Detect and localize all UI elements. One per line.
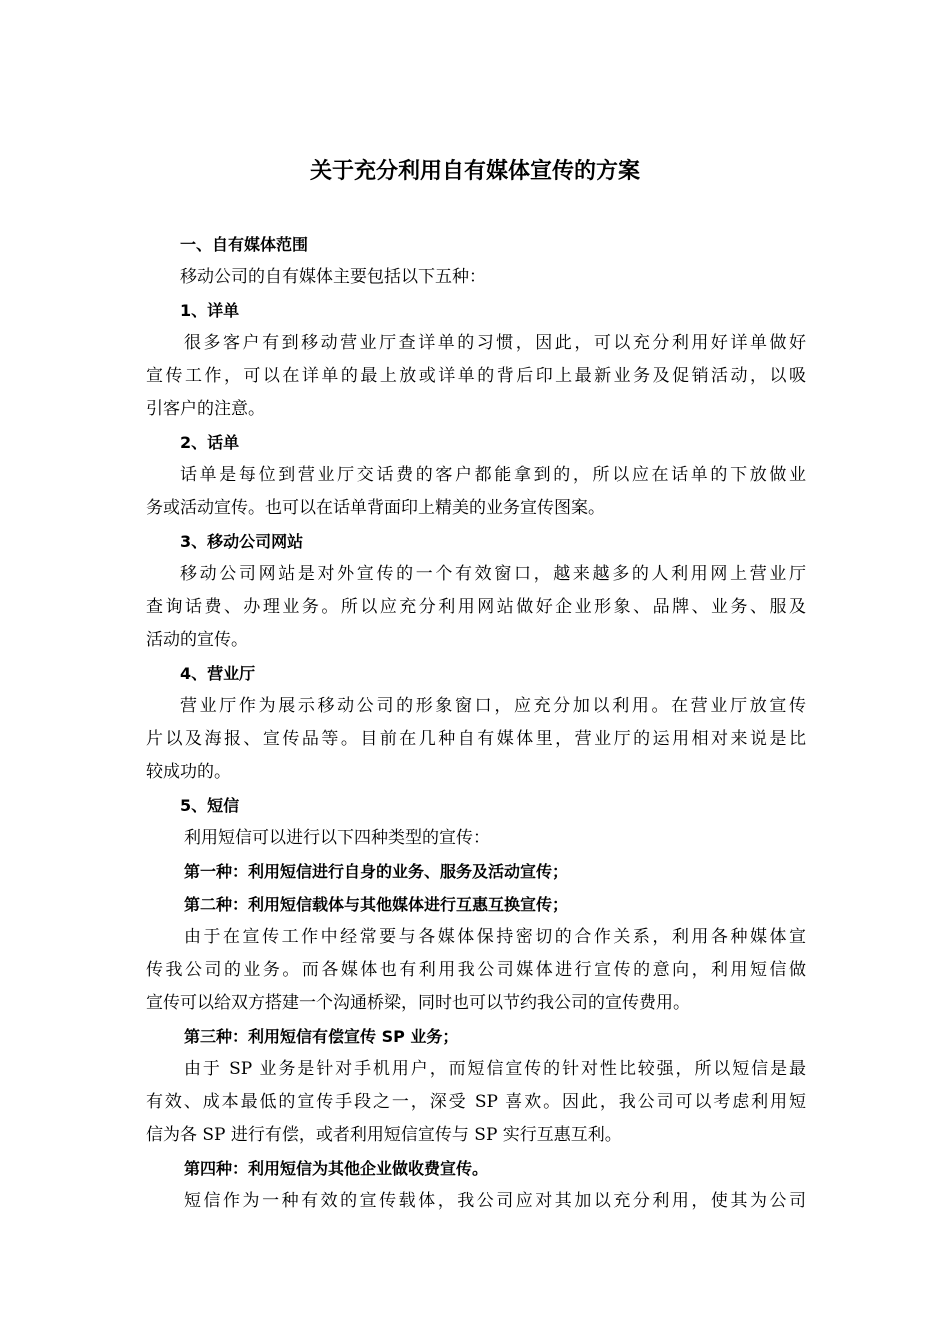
item-heading: 4、营业厅 <box>180 664 256 683</box>
paragraph-line: 有效、成本最低的宣传手段之一，深受 SP 喜欢。因此，我公司可以考虑利用短 <box>146 1092 806 1112</box>
paragraph-line: 宣传工作，可以在详单的最上放或详单的背后印上最新业务及促销活动，以吸 <box>146 366 806 386</box>
item-heading: 5、短信 <box>180 796 240 815</box>
paragraph-line: 利用短信可以进行以下四种类型的宣传： <box>184 828 490 848</box>
paragraph-line: 由于 SP 业务是针对手机用户，而短信宣传的针对性比较强，所以短信是最 <box>184 1059 806 1079</box>
type-heading: 第一种：利用短信进行自身的业务、服务及活动宣传； <box>184 862 569 881</box>
paragraph-line: 移动公司网站是对外宣传的一个有效窗口，越来越多的人利用网上营业厅 <box>180 564 806 584</box>
section-heading: 一、自有媒体范围 <box>180 235 309 254</box>
item-heading: 1、详单 <box>180 301 240 320</box>
type-heading: 第三种：利用短信有偿宣传 SP 业务； <box>184 1027 459 1046</box>
document-body <box>146 228 806 1218</box>
paragraph-line: 营业厅作为展示移动公司的形象窗口，应充分加以利用。在营业厅放宣传 <box>180 696 806 716</box>
type-heading: 第四种：利用短信为其他企业做收费宣传。 <box>184 1159 489 1178</box>
document-title: 关于充分利用自有媒体宣传的方案 <box>309 159 640 184</box>
type-heading: 第二种：利用短信载体与其他媒体进行互惠互换宣传； <box>184 895 569 914</box>
item-heading: 3、移动公司网站 <box>180 532 304 551</box>
paragraph-line: 引客户的注意。 <box>146 399 265 419</box>
paragraph-line: 很多客户有到移动营业厅查详单的习惯，因此，可以充分利用好详单做好 <box>184 333 806 353</box>
paragraph-line: 较成功的。 <box>146 762 231 782</box>
paragraph-line: 由于在宣传工作中经常要与各媒体保持密切的合作关系，利用各种媒体宣 <box>184 927 806 947</box>
paragraph-line: 片以及海报、宣传品等。目前在几种自有媒体里，营业厅的运用相对来说是比 <box>146 729 806 749</box>
paragraph-line: 短信作为一种有效的宣传载体，我公司应对其加以充分利用，使其为公司 <box>184 1191 806 1211</box>
paragraph-line: 宣传可以给双方搭建一个沟通桥梁，同时也可以节约我公司的宣传费用。 <box>146 993 690 1013</box>
paragraph-line: 话单是每位到营业厅交话费的客户都能拿到的，所以应在话单的下放做业 <box>180 465 806 485</box>
paragraph-line: 务或活动宣传。也可以在话单背面印上精美的业务宣传图案。 <box>146 498 605 518</box>
paragraph-line: 活动的宣传。 <box>146 630 248 650</box>
paragraph-line: 移动公司的自有媒体主要包括以下五种： <box>180 267 486 287</box>
paragraph-line: 传我公司的业务。而各媒体也有利用我公司媒体进行宣传的意向，利用短信做 <box>146 960 806 980</box>
paragraph-line: 查询话费、办理业务。所以应充分利用网站做好企业形象、品牌、业务、服及 <box>146 597 806 617</box>
item-heading: 2、话单 <box>180 433 240 452</box>
paragraph-line: 信为各 SP 进行有偿，或者利用短信宣传与 SP 实行互惠互利。 <box>146 1125 622 1145</box>
